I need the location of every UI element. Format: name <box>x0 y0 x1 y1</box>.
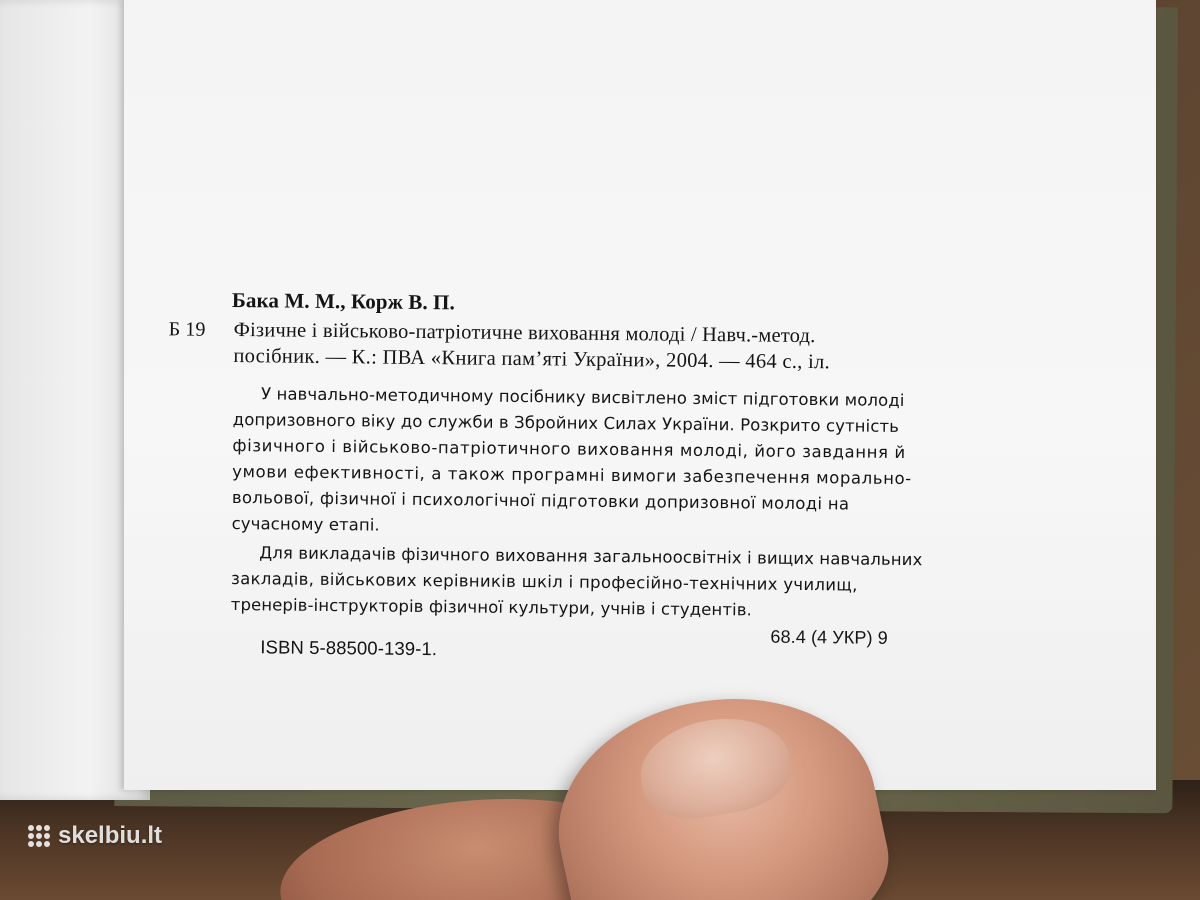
isbn: ISBN 5-88500-139-1. <box>260 636 438 660</box>
abstract-line: У навчально-методичному посібнику висвітлено зміст підготовки молоді <box>260 384 905 411</box>
abstract-line: фізичного і військово-патріотичного виховання молоді, його завдання й <box>232 436 906 463</box>
publication-line: посібник. — К.: ПВА «Книга пам’яті України», 2004. — 464 с., іл. <box>233 345 831 374</box>
bbk-code: 68.4 (4 УКР) 9 <box>770 626 888 648</box>
abstract-line: допризовного віку до служби в Збройних Силах України. Розкрито сутність <box>232 410 900 436</box>
abstract-line: вольової, фізичної і психологічної підготовки допризовної молоді на <box>231 487 850 514</box>
dots-logo-icon <box>28 825 50 847</box>
audience-line: Для викладачів фізичного виховання загальноосвітніх і вищих навчальних <box>259 543 923 570</box>
audience-line: тренерів-інструкторів фізичної культури, учнів і студентів. <box>230 594 753 620</box>
abstract-line: сучасному етапі. <box>231 513 380 535</box>
watermark <box>28 822 162 850</box>
classmark: Б 19 <box>168 318 206 341</box>
page-text-block <box>119 0 1159 798</box>
abstract-line: умови ефективності, а також програмні вимоги забезпечення морально- <box>232 462 912 489</box>
book-page <box>124 0 1156 790</box>
authors: Бака М. М., Корж В. П. <box>231 287 456 315</box>
audience-line: закладів, військових керівників шкіл і професійно-технічних училищ, <box>230 568 858 595</box>
title-line: Фізичне і військово-патріотичне виховання молоді / Навч.-метод. <box>233 319 816 348</box>
watermark-text: skelbiu.lt <box>58 822 163 849</box>
